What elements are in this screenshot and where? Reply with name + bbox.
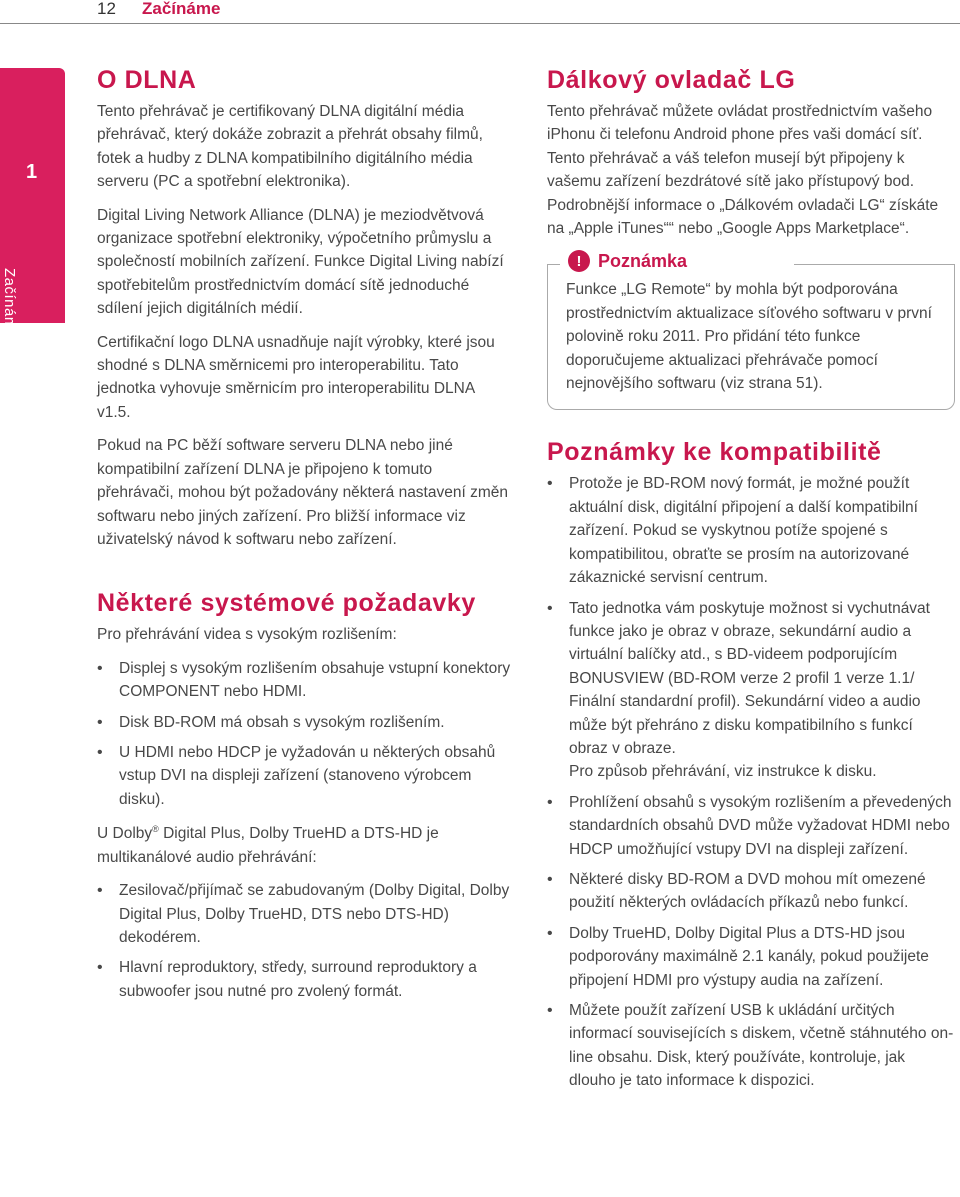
header-rule [0,23,960,24]
requirements-list-video [97,657,512,811]
chapter-name: Začínáme [1,268,18,339]
note-header [560,250,695,272]
right-column [547,60,955,1100]
list-item: • Můžete použít zařízení USB k ukládání určitých informací souvisejících s diskem, včetně stáhnutého on-line obsahu. Disk, který používáte, kontroluje, jak dlouho je tato informace k dispozici. [547,999,955,1093]
remote-paragraph: Tento přehrávač můžete ovládat prostřednictvím vašeho iPhonu či telefonu Android phone přes vaši domácí síť. Tento přehrávač a váš telefon musejí být připojeny k vašemu zařízení bezdrátové sítě jako přístupový bod. Podrobnější informace o „Dálkovém ovladači LG“ získáte na „Apple iTunes““ nebo „Google Apps Marketplace“. [547,103,939,238]
list-item: • U HDMI nebo HDCP je vyžadován u některých obsahů vstup DVI na displeji zařízení (stanoveno výrobcem disku). [97,741,512,811]
note-text: Funkce „LG Remote“ by mohla být podporována prostřednictvím aktualizace síťového softwaru v první polovině roku 2011. Pro přidání této funkce doporučujeme aktualizaci přehrávače pomocí nejnovějšího softwaru (viz strana 51). [566,281,932,393]
note-title: Poznámka [598,250,688,271]
remote-heading: Dálkový ovladač LG [547,66,796,94]
list-item: • Zesilovač/přijímač se zabudovaným (Dolby Digital, Dolby Digital Plus, Dolby TrueHD, DTS nebo DTS-HD) dekodérem. [97,879,512,949]
exclamation-icon: ! [568,250,590,272]
requirements-list-audio [97,879,512,1003]
left-column [97,60,512,1010]
compat-heading: Poznámky ke kompatibilitě [547,438,882,467]
dlna-paragraph-4: Pokud na PC běží software serveru DLNA nebo jiné kompatibilní zařízení DLNA je připojeno k tomuto přehrávači, mohou být požadovány některá nastavení změn softwaru nebo jiných zařízení. Pro bližší informace viz uživatelský návod k softwaru nebo zařízení. [97,437,508,548]
chapter-number: 1 [26,161,38,183]
running-title: Začínáme [142,0,221,18]
list-item: • Prohlížení obsahů s vysokým rozlišením a převedených standardních obsahů DVD může vyžadovat HDMI nebo HDCP umožňující vstupy DVI na displeji zařízení. [547,791,955,861]
dlna-heading: O DLNA [97,66,197,94]
dolby-paragraph: U Dolby® Digital Plus, Dolby TrueHD a DTS-HD je multikanálové audio přehrávání: [97,824,439,866]
list-item: • Některé disky BD-ROM a DVD mohou mít omezené použití některých ovládacích příkazů nebo funkcí. [547,868,955,915]
requirements-heading: Některé systémové požadavky [97,589,476,618]
note-rule-right [794,264,954,265]
dlna-paragraph-1: Tento přehrávač je certifikovaný DLNA digitální média přehrávač, který dokáže zobrazit a přehrát obsahy filmů, fotek a hudby z DLNA kompatibilního digitálního média serveru (PC a spotřební elektronika). [97,103,483,191]
list-item: • Protože je BD-ROM nový formát, je možné použít aktuální disk, digitální připojení a další kompatibilní zařízení. Pokud se vyskytnou potíže spojené s kompatibilitou, obraťte se prosím na autorizované zákaznické servisní centrum. [547,472,955,589]
dlna-paragraph-2: Digital Living Network Alliance (DLNA) je meziodvětvová organizace spotřební elektroniky, výpočetního průmyslu a společností mobilních zařízení. Funkce Digital Living nabízí spotřebitelům prostřednictvím domácí sítě jednoduché sdílení jejich digitálních médií. [97,206,504,318]
list-item: • Displej s vysokým rozlišením obsahuje vstupní konektory COMPONENT nebo HDMI. [97,657,512,704]
list-item: • Disk BD-ROM má obsah s vysokým rozlišením. [97,711,512,734]
list-item: • Tato jednotka vám poskytuje možnost si vychutnávat funkce jako je obraz v obraze, sekundární audio a virtuální balíčky atd., s BD-videem podporujícím BONUSVIEW (BD-ROM verze 2 profil 1 verze 1.1/ Finální standardní profil). Sekundární video a audio může být přehráno z disku kompatibilního s funkcí obraz v obraze. Pro způsob přehrávání, viz instrukce k disku. [547,597,955,784]
list-item: • Hlavní reproduktory, středy, surround reproduktory a subwoofer jsou nutné pro zvolený formát. [97,956,512,1003]
dlna-paragraph-3: Certifikační logo DLNA usnadňuje najít výrobky, které jsou shodné s DLNA směrnicemi pro interoperabilitu. Tato jednotka vyhovuje směrnicím pro interoperabilitu DLNA v1.5. [97,333,495,421]
page-header [0,0,960,24]
page-number: 12 [97,0,116,18]
note-box [547,250,955,410]
list-item: • Dolby TrueHD, Dolby Digital Plus a DTS-HD jsou podporovány maximálně 2.1 kanály, pokud použijete připojení HDMI pro výstupy audia na zařízení. [547,922,955,992]
chapter-side-tab [0,68,65,1197]
compat-item-2-extra: Pro způsob přehrávání, viz instrukce k disku. [569,763,877,781]
registered-mark: ® [152,824,159,835]
requirements-intro: Pro přehrávání videa s vysokým rozlišením: [97,626,397,644]
compat-list [547,472,955,1092]
